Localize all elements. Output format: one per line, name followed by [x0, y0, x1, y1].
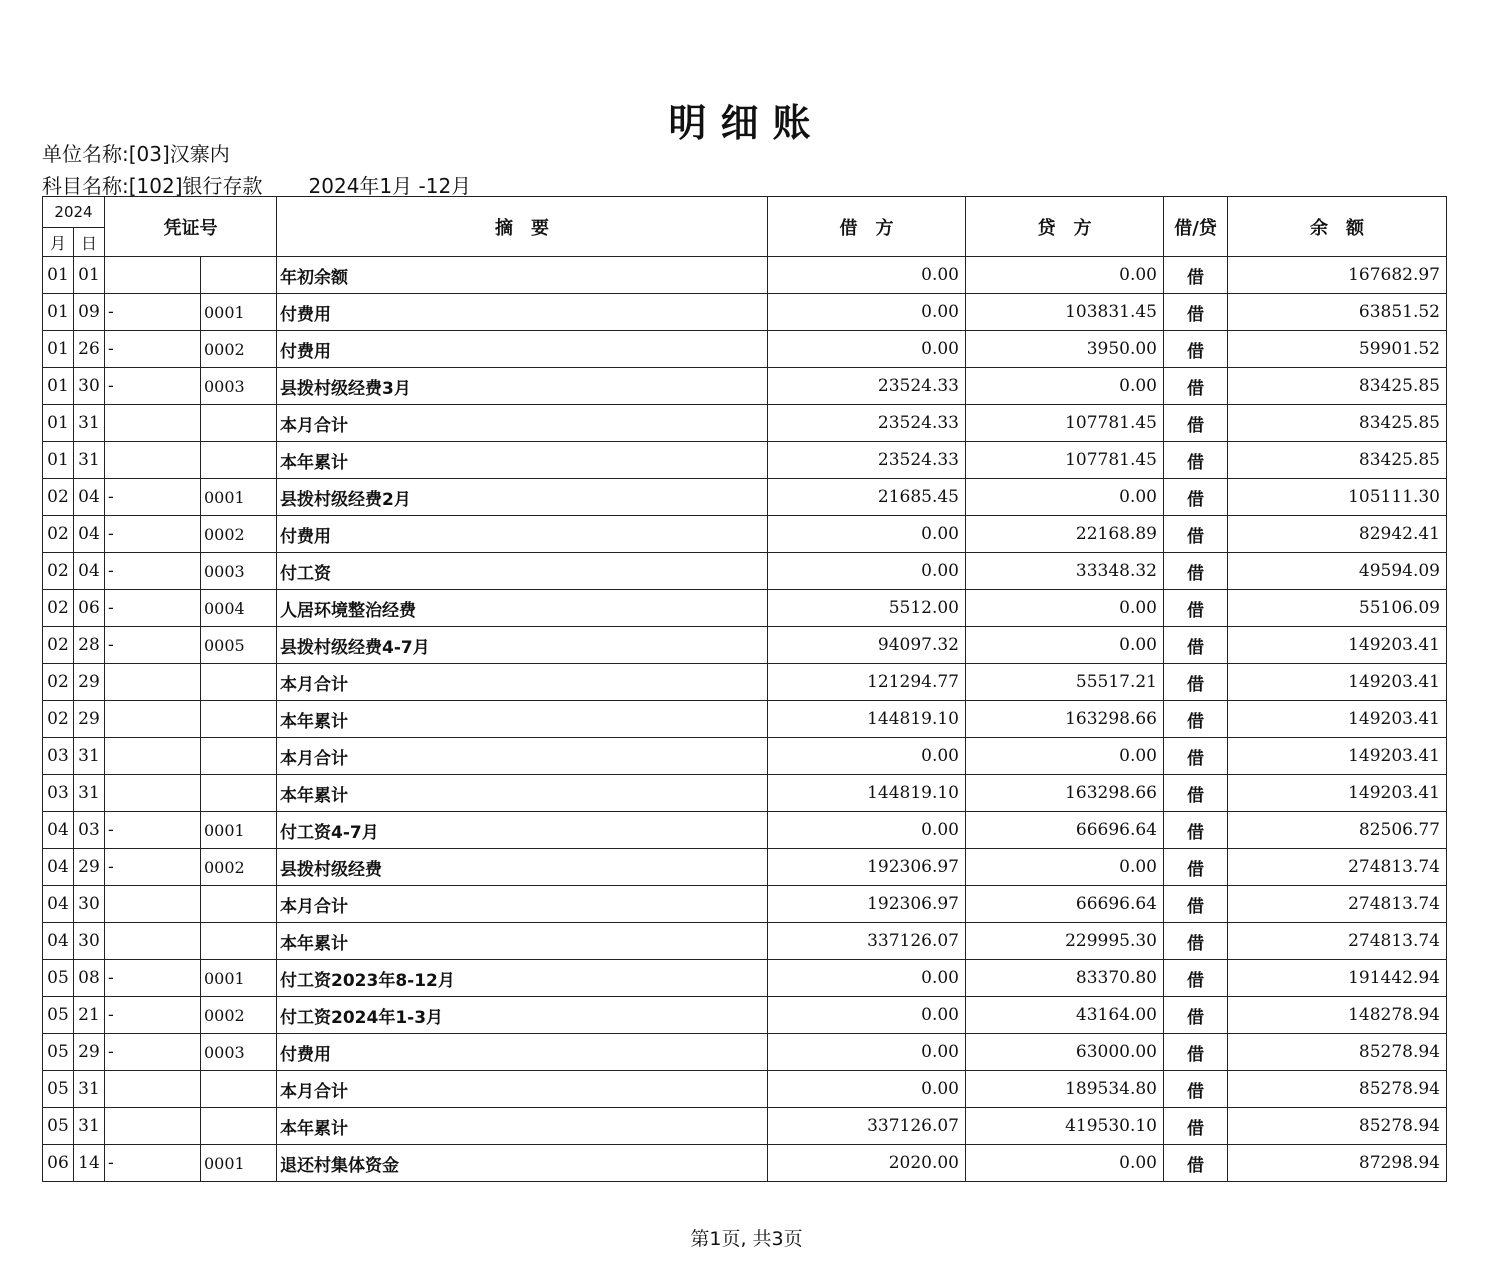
- voucher-number-cell: [201, 257, 277, 294]
- credit-cell: 66696.64: [966, 812, 1164, 849]
- day-cell: 29: [74, 1034, 105, 1071]
- voucher-number-cell: 0002: [201, 849, 277, 886]
- month-cell: 02: [43, 664, 74, 701]
- table-row: [43, 553, 1447, 590]
- summary-cell: 本月合计: [277, 664, 768, 701]
- month-cell: 03: [43, 738, 74, 775]
- direction-cell: 借: [1164, 294, 1228, 331]
- credit-cell: 0.00: [966, 849, 1164, 886]
- debit-cell: 192306.97: [768, 886, 966, 923]
- balance-cell: 191442.94: [1228, 960, 1447, 997]
- day-cell: 06: [74, 590, 105, 627]
- day-cell: 14: [74, 1145, 105, 1182]
- month-cell: 01: [43, 368, 74, 405]
- table-row: [43, 294, 1447, 331]
- voucher-number-cell: [201, 664, 277, 701]
- day-cell: 28: [74, 627, 105, 664]
- voucher-prefix-cell: -: [105, 294, 201, 331]
- day-header: 日: [74, 228, 105, 257]
- table-row: [43, 479, 1447, 516]
- debit-cell: 0.00: [768, 960, 966, 997]
- voucher-prefix-cell: -: [105, 997, 201, 1034]
- voucher-prefix-cell: -: [105, 331, 201, 368]
- month-cell: 05: [43, 960, 74, 997]
- debit-cell: 121294.77: [768, 664, 966, 701]
- table-row: [43, 738, 1447, 775]
- month-cell: 02: [43, 479, 74, 516]
- summary-cell: 本月合计: [277, 886, 768, 923]
- month-cell: 03: [43, 775, 74, 812]
- day-cell: 26: [74, 331, 105, 368]
- table-row: [43, 775, 1447, 812]
- table-row: [43, 405, 1447, 442]
- debit-cell: 0.00: [768, 516, 966, 553]
- month-cell: 02: [43, 590, 74, 627]
- direction-cell: 借: [1164, 257, 1228, 294]
- debit-cell: 2020.00: [768, 1145, 966, 1182]
- voucher-number-cell: 0003: [201, 553, 277, 590]
- summary-cell: 县拨村级经费2月: [277, 479, 768, 516]
- month-cell: 02: [43, 516, 74, 553]
- summary-cell: 本年累计: [277, 775, 768, 812]
- balance-cell: 274813.74: [1228, 886, 1447, 923]
- voucher-prefix-cell: [105, 664, 201, 701]
- summary-cell: 付工资: [277, 553, 768, 590]
- day-cell: 03: [74, 812, 105, 849]
- balance-cell: 149203.41: [1228, 664, 1447, 701]
- voucher-prefix-cell: -: [105, 849, 201, 886]
- summary-cell: 付费用: [277, 1034, 768, 1071]
- table-row: [43, 664, 1447, 701]
- month-cell: 01: [43, 294, 74, 331]
- month-cell: 04: [43, 886, 74, 923]
- direction-cell: 借: [1164, 590, 1228, 627]
- credit-cell: 163298.66: [966, 701, 1164, 738]
- voucher-prefix-cell: [105, 1071, 201, 1108]
- balance-cell: 85278.94: [1228, 1108, 1447, 1145]
- table-row: [43, 257, 1447, 294]
- balance-header: 余 额: [1228, 197, 1447, 257]
- credit-cell: 83370.80: [966, 960, 1164, 997]
- voucher-number-cell: [201, 775, 277, 812]
- voucher-number-cell: [201, 701, 277, 738]
- credit-cell: 0.00: [966, 1145, 1164, 1182]
- voucher-number-cell: 0002: [201, 331, 277, 368]
- balance-cell: 149203.41: [1228, 775, 1447, 812]
- voucher-number-cell: 0001: [201, 1145, 277, 1182]
- summary-cell: 本年累计: [277, 701, 768, 738]
- table-row: [43, 701, 1447, 738]
- direction-cell: 借: [1164, 627, 1228, 664]
- month-cell: 01: [43, 257, 74, 294]
- summary-cell: 付工资2024年1-3月: [277, 997, 768, 1034]
- debit-cell: 21685.45: [768, 479, 966, 516]
- credit-cell: 419530.10: [966, 1108, 1164, 1145]
- day-cell: 08: [74, 960, 105, 997]
- voucher-number-cell: [201, 738, 277, 775]
- day-cell: 21: [74, 997, 105, 1034]
- summary-cell: 本年累计: [277, 923, 768, 960]
- direction-cell: 借: [1164, 553, 1228, 590]
- voucher-number-cell: 0003: [201, 1034, 277, 1071]
- month-cell: 05: [43, 1071, 74, 1108]
- credit-cell: 0.00: [966, 627, 1164, 664]
- voucher-prefix-cell: -: [105, 960, 201, 997]
- credit-cell: 43164.00: [966, 997, 1164, 1034]
- account-line: [42, 170, 471, 199]
- voucher-prefix-cell: -: [105, 368, 201, 405]
- day-cell: 29: [74, 849, 105, 886]
- balance-cell: 148278.94: [1228, 997, 1447, 1034]
- voucher-number-cell: 0004: [201, 590, 277, 627]
- balance-cell: 85278.94: [1228, 1071, 1447, 1108]
- voucher-prefix-cell: [105, 738, 201, 775]
- balance-cell: 83425.85: [1228, 442, 1447, 479]
- voucher-number-cell: 0001: [201, 960, 277, 997]
- credit-cell: 229995.30: [966, 923, 1164, 960]
- voucher-number-cell: [201, 442, 277, 479]
- balance-cell: 149203.41: [1228, 627, 1447, 664]
- debit-cell: 0.00: [768, 997, 966, 1034]
- balance-cell: 63851.52: [1228, 294, 1447, 331]
- month-cell: 04: [43, 923, 74, 960]
- direction-cell: 借: [1164, 1145, 1228, 1182]
- table-row: [43, 331, 1447, 368]
- direction-cell: 借: [1164, 886, 1228, 923]
- voucher-number-cell: 0003: [201, 368, 277, 405]
- day-cell: 31: [74, 405, 105, 442]
- balance-cell: 87298.94: [1228, 1145, 1447, 1182]
- direction-cell: 借: [1164, 1108, 1228, 1145]
- credit-cell: 103831.45: [966, 294, 1164, 331]
- page-title: 明细账: [668, 101, 825, 145]
- credit-cell: 33348.32: [966, 553, 1164, 590]
- voucher-prefix-cell: [105, 442, 201, 479]
- debit-cell: 144819.10: [768, 775, 966, 812]
- voucher-prefix-cell: [105, 701, 201, 738]
- direction-cell: 借: [1164, 331, 1228, 368]
- direction-cell: 借: [1164, 849, 1228, 886]
- voucher-prefix-cell: [105, 257, 201, 294]
- day-cell: 30: [74, 886, 105, 923]
- day-cell: 04: [74, 553, 105, 590]
- month-header: 月: [43, 228, 74, 257]
- debit-cell: 192306.97: [768, 849, 966, 886]
- period: 2024年1月 -12月: [308, 174, 472, 198]
- debit-cell: 0.00: [768, 553, 966, 590]
- summary-cell: 县拨村级经费4-7月: [277, 627, 768, 664]
- credit-cell: 189534.80: [966, 1071, 1164, 1108]
- summary-cell: 本月合计: [277, 1071, 768, 1108]
- voucher-number-cell: [201, 405, 277, 442]
- voucher-prefix-cell: [105, 405, 201, 442]
- summary-cell: 县拨村级经费: [277, 849, 768, 886]
- credit-cell: 3950.00: [966, 331, 1164, 368]
- voucher-number-cell: 0001: [201, 479, 277, 516]
- summary-cell: 付费用: [277, 516, 768, 553]
- credit-cell: 63000.00: [966, 1034, 1164, 1071]
- summary-cell: 付工资2023年8-12月: [277, 960, 768, 997]
- summary-header: 摘 要: [277, 197, 768, 257]
- day-cell: 31: [74, 775, 105, 812]
- table-row: [43, 812, 1447, 849]
- balance-cell: 85278.94: [1228, 1034, 1447, 1071]
- balance-cell: 83425.85: [1228, 405, 1447, 442]
- debit-cell: 0.00: [768, 294, 966, 331]
- debit-cell: 5512.00: [768, 590, 966, 627]
- balance-cell: 59901.52: [1228, 331, 1447, 368]
- debit-cell: 0.00: [768, 257, 966, 294]
- debit-cell: 0.00: [768, 331, 966, 368]
- debit-cell: 0.00: [768, 738, 966, 775]
- direction-cell: 借: [1164, 738, 1228, 775]
- direction-cell: 借: [1164, 812, 1228, 849]
- summary-cell: 本年累计: [277, 1108, 768, 1145]
- day-cell: 30: [74, 923, 105, 960]
- debit-cell: 0.00: [768, 1034, 966, 1071]
- direction-header: 借/贷: [1164, 197, 1228, 257]
- voucher-prefix-cell: [105, 923, 201, 960]
- table-row: [43, 923, 1447, 960]
- day-cell: 31: [74, 1071, 105, 1108]
- ledger-table: [42, 196, 1447, 1182]
- direction-cell: 借: [1164, 405, 1228, 442]
- balance-cell: 149203.41: [1228, 738, 1447, 775]
- voucher-prefix-cell: -: [105, 516, 201, 553]
- summary-cell: 年初余额: [277, 257, 768, 294]
- credit-cell: 66696.64: [966, 886, 1164, 923]
- balance-cell: 55106.09: [1228, 590, 1447, 627]
- credit-cell: 0.00: [966, 479, 1164, 516]
- month-cell: 04: [43, 849, 74, 886]
- table-row: [43, 1108, 1447, 1145]
- debit-cell: 94097.32: [768, 627, 966, 664]
- month-cell: 01: [43, 331, 74, 368]
- balance-cell: 83425.85: [1228, 368, 1447, 405]
- month-cell: 05: [43, 1034, 74, 1071]
- debit-cell: 144819.10: [768, 701, 966, 738]
- credit-cell: 163298.66: [966, 775, 1164, 812]
- balance-cell: 149203.41: [1228, 701, 1447, 738]
- day-cell: 04: [74, 479, 105, 516]
- direction-cell: 借: [1164, 701, 1228, 738]
- summary-cell: 付工资4-7月: [277, 812, 768, 849]
- direction-cell: 借: [1164, 368, 1228, 405]
- day-cell: 29: [74, 701, 105, 738]
- voucher-number-cell: 0001: [201, 294, 277, 331]
- voucher-prefix-cell: -: [105, 627, 201, 664]
- table-row: [43, 849, 1447, 886]
- table-row: [43, 1145, 1447, 1182]
- voucher-prefix-cell: -: [105, 479, 201, 516]
- day-cell: 09: [74, 294, 105, 331]
- summary-cell: 人居环境整治经费: [277, 590, 768, 627]
- account-name: 科目名称:[102]银行存款: [42, 174, 263, 198]
- page-footer: 第1页, 共3页: [690, 1228, 803, 1250]
- month-cell: 02: [43, 701, 74, 738]
- month-cell: 01: [43, 405, 74, 442]
- unit-name: 单位名称:[03]汉寨内: [42, 142, 230, 166]
- table-row: [43, 516, 1447, 553]
- credit-cell: 22168.89: [966, 516, 1164, 553]
- voucher-prefix-cell: -: [105, 1145, 201, 1182]
- day-cell: 29: [74, 664, 105, 701]
- day-cell: 30: [74, 368, 105, 405]
- direction-cell: 借: [1164, 960, 1228, 997]
- debit-cell: 0.00: [768, 1071, 966, 1108]
- voucher-prefix-cell: [105, 775, 201, 812]
- table-row: [43, 997, 1447, 1034]
- voucher-number-cell: 0002: [201, 516, 277, 553]
- summary-cell: 本年累计: [277, 442, 768, 479]
- credit-header: 贷 方: [966, 197, 1164, 257]
- direction-cell: 借: [1164, 516, 1228, 553]
- voucher-prefix-cell: -: [105, 812, 201, 849]
- balance-cell: 82942.41: [1228, 516, 1447, 553]
- direction-cell: 借: [1164, 1071, 1228, 1108]
- voucher-prefix-cell: -: [105, 590, 201, 627]
- voucher-number-cell: [201, 1071, 277, 1108]
- debit-cell: 23524.33: [768, 405, 966, 442]
- summary-cell: 本月合计: [277, 405, 768, 442]
- summary-cell: 退还村集体资金: [277, 1145, 768, 1182]
- voucher-number-cell: 0002: [201, 997, 277, 1034]
- credit-cell: 55517.21: [966, 664, 1164, 701]
- voucher-prefix-cell: [105, 886, 201, 923]
- day-cell: 31: [74, 442, 105, 479]
- debit-cell: 23524.33: [768, 368, 966, 405]
- credit-cell: 0.00: [966, 738, 1164, 775]
- balance-cell: 274813.74: [1228, 923, 1447, 960]
- table-row: [43, 442, 1447, 479]
- direction-cell: 借: [1164, 1034, 1228, 1071]
- balance-cell: 167682.97: [1228, 257, 1447, 294]
- month-cell: 01: [43, 442, 74, 479]
- debit-cell: 337126.07: [768, 923, 966, 960]
- debit-header: 借 方: [768, 197, 966, 257]
- month-cell: 05: [43, 997, 74, 1034]
- year-header: 2024: [43, 197, 105, 228]
- summary-cell: 本月合计: [277, 738, 768, 775]
- voucher-number-cell: [201, 886, 277, 923]
- credit-cell: 107781.45: [966, 405, 1164, 442]
- voucher-number-cell: [201, 923, 277, 960]
- credit-cell: 0.00: [966, 368, 1164, 405]
- balance-cell: 82506.77: [1228, 812, 1447, 849]
- month-cell: 02: [43, 553, 74, 590]
- month-cell: 02: [43, 627, 74, 664]
- month-cell: 05: [43, 1108, 74, 1145]
- table-row: [43, 627, 1447, 664]
- month-cell: 04: [43, 812, 74, 849]
- table-row: [43, 960, 1447, 997]
- voucher-number-cell: 0001: [201, 812, 277, 849]
- debit-cell: 0.00: [768, 812, 966, 849]
- month-cell: 06: [43, 1145, 74, 1182]
- balance-cell: 274813.74: [1228, 849, 1447, 886]
- day-cell: 01: [74, 257, 105, 294]
- summary-cell: 付费用: [277, 294, 768, 331]
- direction-cell: 借: [1164, 775, 1228, 812]
- voucher-prefix-cell: -: [105, 553, 201, 590]
- debit-cell: 23524.33: [768, 442, 966, 479]
- summary-cell: 县拨村级经费3月: [277, 368, 768, 405]
- voucher-prefix-cell: -: [105, 1034, 201, 1071]
- direction-cell: 借: [1164, 479, 1228, 516]
- voucher-number-cell: 0005: [201, 627, 277, 664]
- table-row: [43, 886, 1447, 923]
- voucher-header: 凭证号: [105, 197, 277, 257]
- table-row: [43, 368, 1447, 405]
- day-cell: 31: [74, 738, 105, 775]
- debit-cell: 337126.07: [768, 1108, 966, 1145]
- balance-cell: 105111.30: [1228, 479, 1447, 516]
- table-row: [43, 1071, 1447, 1108]
- table-row: [43, 590, 1447, 627]
- credit-cell: 0.00: [966, 257, 1164, 294]
- day-cell: 04: [74, 516, 105, 553]
- ledger-body: [43, 257, 1447, 1182]
- summary-cell: 付费用: [277, 331, 768, 368]
- balance-cell: 49594.09: [1228, 553, 1447, 590]
- direction-cell: 借: [1164, 664, 1228, 701]
- direction-cell: 借: [1164, 923, 1228, 960]
- voucher-number-cell: [201, 1108, 277, 1145]
- credit-cell: 0.00: [966, 590, 1164, 627]
- day-cell: 31: [74, 1108, 105, 1145]
- direction-cell: 借: [1164, 997, 1228, 1034]
- table-row: [43, 1034, 1447, 1071]
- credit-cell: 107781.45: [966, 442, 1164, 479]
- voucher-prefix-cell: [105, 1108, 201, 1145]
- direction-cell: 借: [1164, 442, 1228, 479]
